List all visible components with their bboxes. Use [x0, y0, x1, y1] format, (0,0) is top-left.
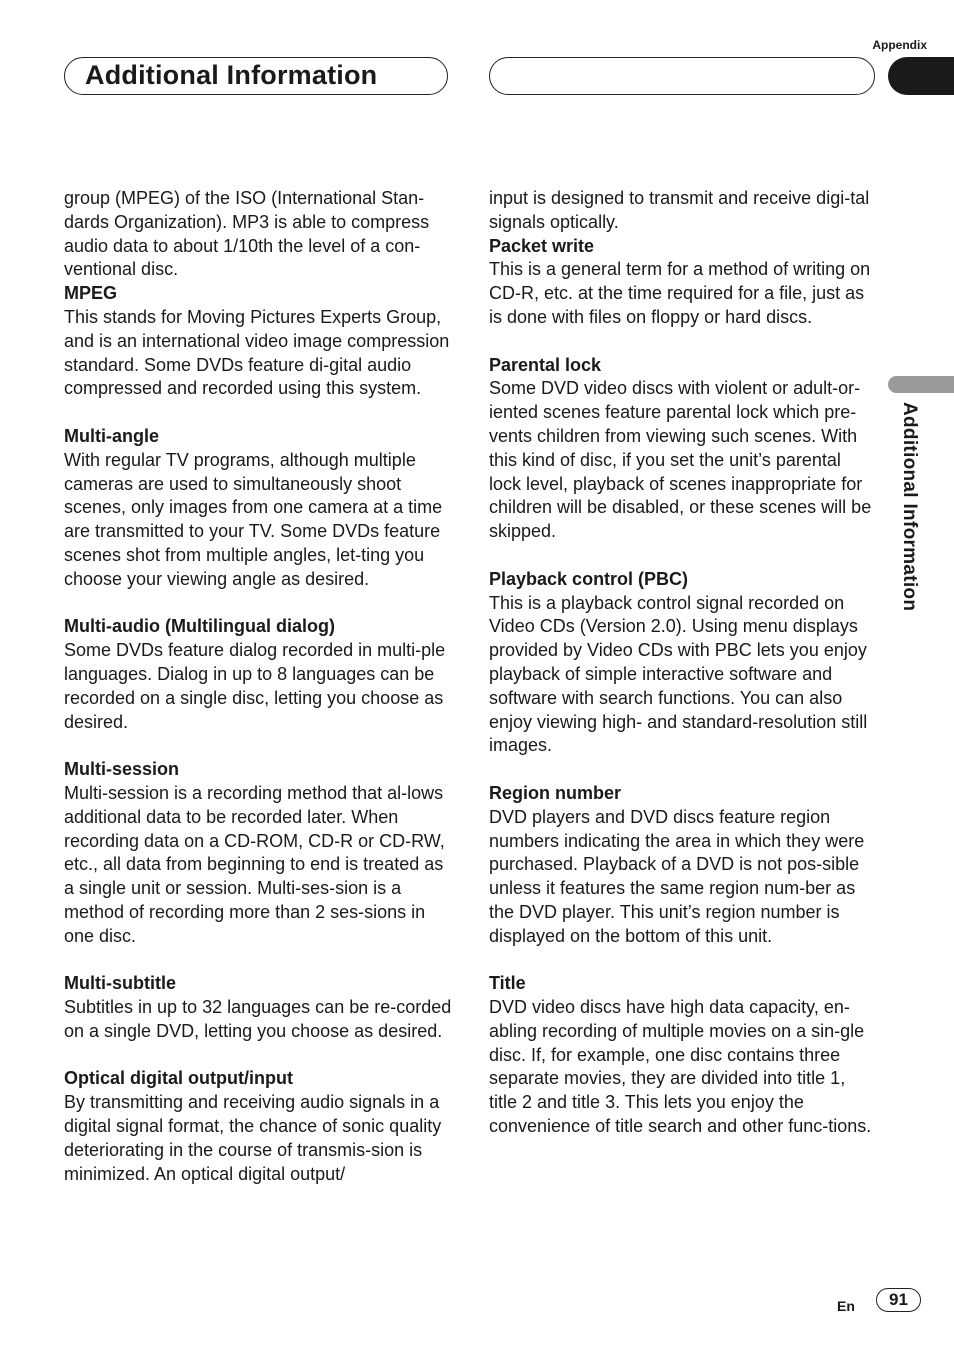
glossary-term: Multi-audio (Multilingual dialog) [64, 616, 335, 637]
glossary-definition: This is a general term for a method of writing on CD-R, etc. at the time required for a file, just as is done with files on floppy or hard discs. [489, 259, 871, 327]
glossary-definition: Some DVD video discs with violent or adult-or-iented scenes feature parental lock which pre-vents children from viewing such scenes. With this kind of disc, if you set the unit’s parental lock level, playback of scenes inappropriate for children will be disabled, or these scenes will be skipped. [489, 378, 872, 542]
glossary-definition: Multi-session is a recording method that al-lows additional data to be recorded later. When recording data on a CD-ROM, CD-R or CD-RW, etc., all data from beginning to end is treated as a single unit or session. Multi-ses-sion is a method of recording more than 2 ses-sions in one disc. [64, 782, 445, 946]
glossary-term: Title [489, 973, 526, 994]
glossary-definition: With regular TV programs, although multiple cameras are used to simultaneously shoot scenes, only images from one camera at a time are transmitted to your TV. Some DVDs feature scenes shot from multiple angles, let-ting you choose your viewing angle as desired. [64, 449, 443, 589]
language-code: En [837, 1298, 855, 1314]
glossary-term: Region number [489, 782, 622, 803]
glossary-entry-title [489, 972, 877, 1139]
glossary-term: Optical digital output/input [64, 1068, 293, 1089]
glossary-entry-packet-write [489, 235, 877, 330]
glossary-definition: This stands for Moving Pictures Experts Group, and is an international video image compression standard. Some DVDs feature di-gital audio compressed and recorded using this system. [64, 306, 450, 399]
glossary-entry-playback-control [489, 568, 877, 758]
glossary-term: Multi-angle [64, 425, 159, 446]
header-tab-marker [888, 57, 954, 95]
glossary-term: Packet write [489, 235, 595, 256]
glossary-entry-mpeg [64, 282, 452, 401]
glossary-entry-region-number [489, 782, 877, 949]
side-tab-marker [888, 376, 954, 393]
glossary-entry-multi-audio [64, 615, 452, 734]
glossary-entry-multi-session [64, 758, 452, 948]
glossary-definition: This is a playback control signal recorded on Video CDs (Version 2.0). Using menu displays provided by Video CDs with PBC lets you enjoy playback of simple interactive software and software with search functions. You can also enjoy viewing high- and standard-resolution still images. [489, 592, 868, 756]
right-column [489, 187, 877, 1163]
left-intro-text: group (MPEG) of the ISO (International Stan-dards Organization). MP3 is able to compress audio data to about 1/10th the level of a con-ventional disc. [64, 188, 430, 280]
glossary-entry-multi-angle [64, 425, 452, 592]
glossary-definition: Subtitles in up to 32 languages can be re-corded on a single DVD, letting you choose as desired. [64, 997, 452, 1041]
header-empty-frame [489, 57, 875, 95]
glossary-term: Multi-session [64, 759, 180, 780]
glossary-term: Playback control (PBC) [489, 568, 689, 589]
glossary-term: Multi-subtitle [64, 973, 176, 994]
glossary-entry-optical-digital [64, 1067, 452, 1186]
left-column [64, 187, 452, 1210]
section-label: Appendix [872, 38, 927, 52]
glossary-definition: DVD players and DVD discs feature region numbers indicating the area in which they were purchased. Playback of a DVD is not pos-sible unless it features the same region num-ber as the DVD player. This unit’s region number is displayed on the bottom of this unit. [489, 806, 865, 946]
glossary-entry-parental-lock [489, 354, 877, 544]
side-tab-label: Additional Information [899, 402, 920, 612]
page-title-frame [64, 57, 448, 95]
glossary-definition: By transmitting and receiving audio signals in a digital signal format, the chance of sonic quality deteriorating in the course of transmis-sion is minimized. An optical digital output/ [64, 1092, 442, 1184]
glossary-term: MPEG [64, 283, 118, 304]
page-title: Additional Information [85, 60, 378, 90]
right-intro-text: input is designed to transmit and receive digi-tal signals optically. [489, 188, 870, 232]
glossary-definition: Some DVDs feature dialog recorded in multi-ple languages. Dialog in up to 8 languages can be recorded on a single disc, letting you choose as desired. [64, 640, 446, 732]
glossary-entry-multi-subtitle [64, 972, 452, 1043]
glossary-term: Parental lock [489, 354, 602, 375]
glossary-definition: DVD video discs have high data capacity, en-abling recording of multiple movies on a sin-gle disc. If, for example, one disc contains three separate movies, they are divided into title 1, title 2 and title 3. This lets you enjoy the convenience of title search and other func-tions. [489, 997, 872, 1137]
page-number: 91 [876, 1288, 921, 1312]
